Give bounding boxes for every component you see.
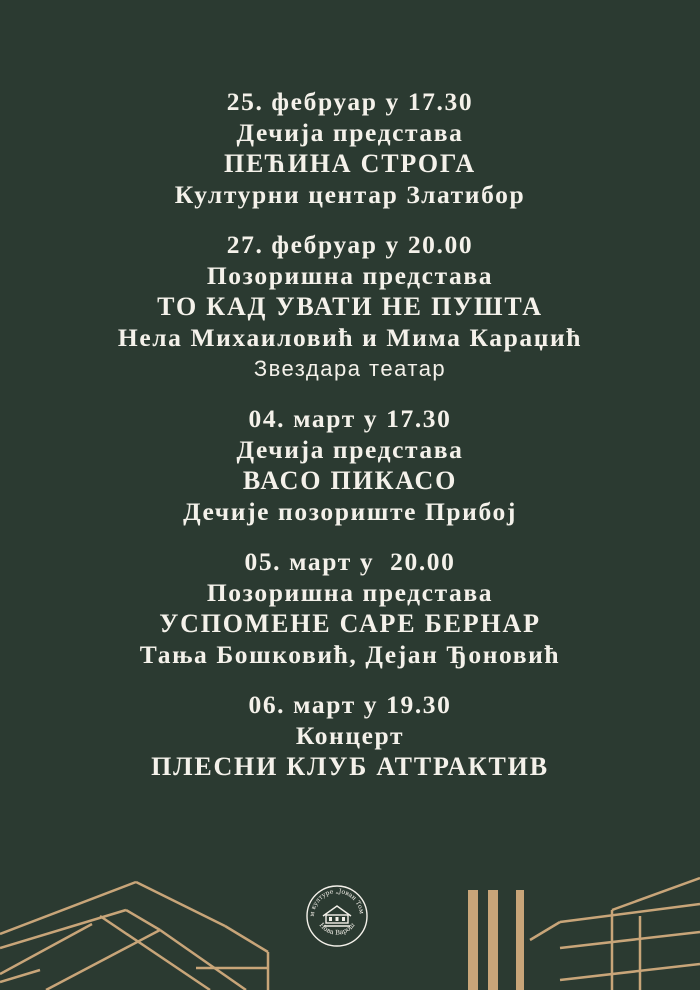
event-venue: Звездара театар <box>253 356 447 381</box>
event-date: 05. март у 20.00 <box>244 547 456 576</box>
event-type: Концерт <box>295 721 405 750</box>
event-title: ВАСО ПИКАСО <box>242 466 458 495</box>
event-4 <box>0 546 700 670</box>
event-list <box>0 86 700 801</box>
event-date: 25. фебруар у 17.30 <box>226 87 474 116</box>
event-2 <box>0 229 700 384</box>
event-performers: Културни центар Златибор <box>174 180 526 209</box>
event-3 <box>0 403 700 527</box>
event-performers: Дечије позориште Прибој <box>183 497 517 526</box>
event-date: 27. фебруар у 20.00 <box>226 230 474 259</box>
event-performers: Тања Бошковић, Дејан Ђоновић <box>139 640 561 669</box>
event-date: 04. март у 17.30 <box>248 404 452 433</box>
event-type: Позоришна представа <box>206 261 494 290</box>
event-title: ПЕЋИНА СТРОГА <box>223 149 477 178</box>
event-type: Дечија представа <box>236 118 464 147</box>
theatre-building-icon <box>323 906 351 926</box>
venue-logo <box>305 884 369 948</box>
logo-text-bottom: Нова Варош <box>317 921 357 937</box>
event-type: Позоришна представа <box>206 578 494 607</box>
event-1 <box>0 86 700 210</box>
event-title: ПЛЕСНИ КЛУБ АТТРАКТИВ <box>151 752 549 781</box>
event-5 <box>0 689 700 782</box>
event-date: 06. март у 19.30 <box>248 690 452 719</box>
logo-text-top: м културе „Јован Том <box>308 887 365 917</box>
event-title: УСПОМЕНЕ САРЕ БЕРНАР <box>159 609 541 638</box>
event-title: ТО КАД УВАТИ НЕ ПУШТА <box>157 292 543 321</box>
event-performers: Нела Михаиловић и Мима Караџић <box>117 323 583 352</box>
svg-text:Дом културе „Јован Томић“ <box>305 884 365 917</box>
event-type: Дечија представа <box>236 435 464 464</box>
